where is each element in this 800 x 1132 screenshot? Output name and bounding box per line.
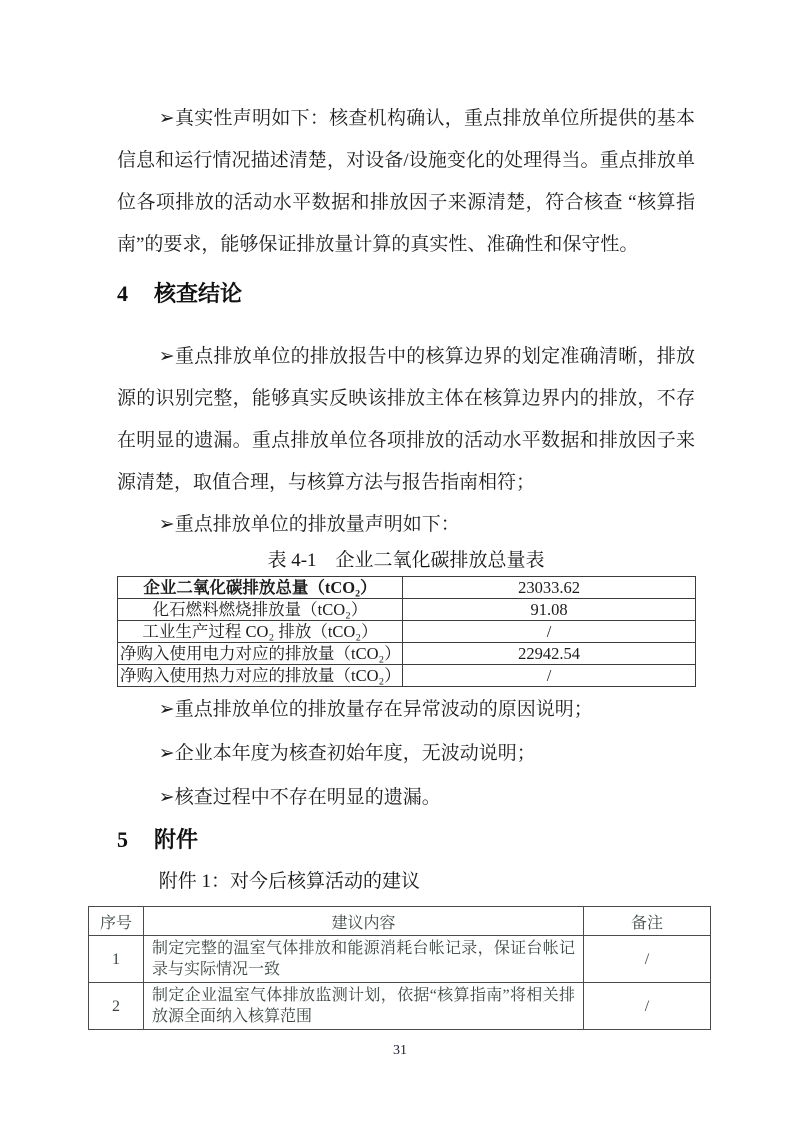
suggestion-row-note: /: [584, 983, 711, 1030]
column-header-suggestion: 建议内容: [144, 907, 584, 936]
table-row: [118, 643, 696, 665]
column-header-index: 序号: [89, 907, 144, 936]
emissions-row-label: 工业生产过程 CO₂ 排放（tCO₂）: [118, 621, 403, 643]
suggestion-row-note: /: [584, 936, 711, 983]
table-row: [118, 599, 696, 621]
paragraph-truthfulness-statement: ➢真实性声明如下：核查机构确认，重点排放单位所提供的基本信息和运行情况描述清楚，对设备/设施变化的处理得当。重点排放单位各项排放的活动水平数据和排放因子来源清楚，符合核查 “核算指南”的要求，能够保证排放量计算的真实性、准确性和保守性。: [117, 108, 695, 255]
suggestion-row-content: 制定企业温室气体排放监测计划，依据“核算指南”将相关排放源全面纳入核算范围: [144, 983, 584, 1030]
table-row: [89, 936, 711, 983]
paragraph-conclusion-boundary: ➢重点排放单位的排放报告中的核算边界的划定准确清晰，排放源的识别完整，能够真实反映该排放主体在核算边界内的排放，不存在明显的遗漏。重点排放单位各项排放的活动水平数据和排放因子来源清楚，取值合理，与核算方法与报告指南相符；: [117, 346, 695, 493]
table-row: [118, 621, 696, 643]
section-number: 4: [117, 281, 128, 306]
emissions-row-label: 净购入使用电力对应的排放量（tCO₂）: [118, 643, 403, 665]
emissions-row-value: /: [403, 665, 696, 687]
paragraph-no-omission: ➢核查过程中不存在明显的遗漏。: [158, 787, 441, 808]
emissions-row-label: 化石燃料燃烧排放量（tCO₂）: [118, 599, 403, 621]
suggestion-row-number: 2: [89, 983, 144, 1030]
table-row: [89, 983, 711, 1030]
section-heading-4-conclusion: [117, 279, 695, 309]
emissions-row-value: /: [403, 621, 696, 643]
table-row: [118, 577, 696, 599]
column-header-note: 备注: [584, 907, 711, 936]
emissions-row-value: 91.08: [403, 599, 696, 621]
table-row: [118, 665, 696, 687]
emissions-total-table: [117, 576, 696, 687]
appendix-suggestions-table: [88, 906, 711, 1030]
section-title: 核查结论: [154, 281, 243, 306]
appendix-1-title: 附件 1：对今后核算活动的建议: [158, 871, 421, 892]
suggestion-row-content: 制定完整的温室气体排放和能源消耗台帐记录，保证台帐记录与实际情况一致: [144, 936, 584, 983]
emissions-table-caption: 表 4-1 企业二氧化碳排放总量表: [267, 550, 545, 571]
emissions-row-label: 企业二氧化碳排放总量（tCO₂）: [118, 577, 403, 599]
paragraph-emission-statement-intro: ➢重点排放单位的排放量声明如下：: [158, 514, 460, 535]
table-header-row: [89, 907, 711, 936]
section-heading-5-appendix: [117, 825, 695, 855]
page-content: [99, 98, 695, 1030]
emissions-row-value: 23033.62: [403, 577, 696, 599]
paragraph-initial-year: ➢企业本年度为核查初始年度，无波动说明；: [158, 743, 536, 764]
conclusion-bullet-list: [117, 689, 695, 819]
emissions-row-label: 净购入使用热力对应的排放量（tCO₂）: [118, 665, 403, 687]
paragraph-fluctuation-reason: ➢重点排放单位的排放量存在异常波动的原因说明；: [158, 699, 593, 720]
page-number: 31: [393, 1043, 407, 1058]
section-number: 5: [117, 827, 128, 852]
emissions-row-value: 22942.54: [403, 643, 696, 665]
section-title: 附件: [154, 827, 199, 852]
suggestion-row-number: 1: [89, 936, 144, 983]
